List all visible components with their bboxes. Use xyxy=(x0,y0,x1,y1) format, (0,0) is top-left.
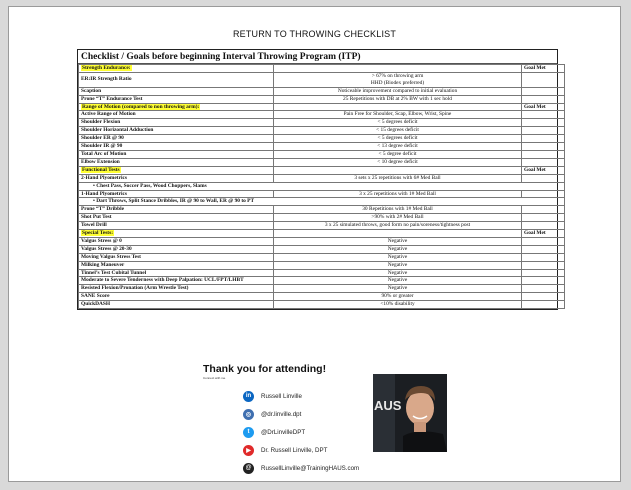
goal-met-cell xyxy=(522,111,565,119)
goal-met-cell xyxy=(522,285,565,293)
goal-met-cell xyxy=(522,293,565,301)
slide-title: RETURN TO THROWING CHECKLIST xyxy=(232,29,397,39)
test-name: Milking Maneuver xyxy=(79,261,274,269)
table-row xyxy=(79,253,565,261)
test-name: Scaption xyxy=(79,87,274,95)
goal-criteria: Negative xyxy=(274,261,522,269)
thank-you-title: Thank you for attending! xyxy=(203,363,327,375)
goal-met-cell xyxy=(522,206,565,214)
contact-text: RussellLinville@TrainingHAUS.com xyxy=(261,464,360,472)
goal-criteria: 90% or greater xyxy=(274,293,522,301)
goal-met-cell xyxy=(522,261,565,269)
section-heading: Range of Motion (compared to non throwing arm): xyxy=(82,103,200,110)
goal-criteria: < 5 degrees deficit xyxy=(274,119,522,127)
goal-criteria: Noticeable improvement compared to initial evaluation xyxy=(274,87,522,95)
goal-met-cell xyxy=(522,143,565,151)
section-row xyxy=(79,166,565,174)
test-name: 1-Hand Plyometrics xyxy=(79,190,274,198)
table-row xyxy=(79,285,565,293)
test-name: Moderate to Severe Tenderness with Deep Palpation: UCL/FPT/LHBT xyxy=(79,277,274,285)
goal-met-cell xyxy=(522,253,565,261)
goal-criteria: Negative xyxy=(274,277,522,285)
contact-text: Dr. Russell Linville, DPT xyxy=(261,446,328,454)
table-row xyxy=(79,127,565,135)
goal-met-cell xyxy=(522,269,565,277)
table-row xyxy=(79,269,565,277)
goal-criteria: Negative xyxy=(274,245,522,253)
section-heading: Special Tests: xyxy=(82,230,114,237)
goal-criteria xyxy=(274,65,522,73)
test-name: Prone “T” Dribble xyxy=(79,206,274,214)
goal-met-cell xyxy=(522,301,565,309)
test-name: SANE Score xyxy=(79,293,274,301)
contact-item xyxy=(243,462,359,474)
table-row xyxy=(79,198,565,206)
goal-criteria: 25 Repetitions with DB at 2% BW with 1 sec hold xyxy=(274,95,522,103)
bullet-item: • Chest Pass, Soccer Pass, Wood Choppers, Slams xyxy=(79,182,565,190)
goal-met-cell xyxy=(522,87,565,95)
table-row xyxy=(79,222,565,230)
contact-text: @DrLinvilleDPT xyxy=(261,428,306,436)
goal-met-cell xyxy=(522,150,565,158)
table-row xyxy=(79,261,565,269)
goal-met-cell xyxy=(522,222,565,230)
test-name: Shoulder Horizontal Adduction xyxy=(79,127,274,135)
connect-label: Connect with me xyxy=(203,376,226,380)
goal-met-cell xyxy=(522,237,565,245)
contact-item xyxy=(243,444,327,456)
checklist-table xyxy=(78,64,565,309)
test-name: Elbow Extension xyxy=(79,158,274,166)
speaker-photo xyxy=(373,374,447,452)
section-row xyxy=(79,103,565,111)
goal-met-cell xyxy=(522,127,565,135)
test-name: Shot Put Test xyxy=(79,214,274,222)
contact-item xyxy=(243,408,301,420)
email-icon: @ xyxy=(243,463,254,474)
contact-text: @dr.linville.dpt xyxy=(261,410,302,418)
test-name: Towel Drill xyxy=(79,222,274,230)
goal-criteria-line: HHD (Biodex preferred) xyxy=(370,79,425,86)
goal-met-cell xyxy=(522,190,565,198)
table-row xyxy=(79,87,565,95)
goal-criteria: < 10 degree deficit xyxy=(274,158,522,166)
goal-criteria: <10% disability xyxy=(274,301,522,309)
photo-sign-text: AUS xyxy=(374,398,402,413)
section-cell xyxy=(79,65,274,73)
goal-criteria-line: > 67% on throwing arm xyxy=(371,72,424,79)
test-name: 2-Hand Plyometrics xyxy=(79,174,274,182)
test-name: ER:IR Strength Ratio xyxy=(79,72,274,87)
section-cell xyxy=(79,103,274,111)
youtube-icon: ▶ xyxy=(243,445,254,456)
goal-criteria: Pain Free for Shoulder, Scap, Elbow, Wrist, Spine xyxy=(274,111,522,119)
test-name: Shoulder Flexion xyxy=(79,119,274,127)
table-row xyxy=(79,277,565,285)
goal-met-cell xyxy=(522,95,565,103)
goal-criteria: 3 x 25 repetitions with 1# Med Ball xyxy=(274,190,522,198)
goal-criteria: Negative xyxy=(274,285,522,293)
table-row xyxy=(79,143,565,151)
goal-met-cell xyxy=(522,135,565,143)
goal-criteria: < 5 degrees deficit xyxy=(274,135,522,143)
test-name: Shoulder ER @ 90 xyxy=(79,135,274,143)
goal-criteria: Negative xyxy=(274,253,522,261)
table-row xyxy=(79,72,565,87)
goal-criteria: < 15 degrees deficit xyxy=(274,127,522,135)
goal-met-cell xyxy=(522,72,565,87)
goal-met-cell xyxy=(522,174,565,182)
table-row xyxy=(79,95,565,103)
goal-criteria: Negative xyxy=(274,269,522,277)
table-row xyxy=(79,119,565,127)
twitter-icon: t xyxy=(243,427,254,438)
goal-criteria xyxy=(274,166,522,174)
table-row xyxy=(79,135,565,143)
goal-criteria: < 13 degree deficit xyxy=(274,143,522,151)
test-name: Tinnel’s Test Cubital Tunnel xyxy=(79,269,274,277)
test-name: Shoulder IR @ 90 xyxy=(79,143,274,151)
contact-item xyxy=(243,426,305,438)
table-row xyxy=(79,245,565,253)
test-name: Total Arc of Motion xyxy=(79,150,274,158)
goal-met-cell xyxy=(522,214,565,222)
goal-criteria xyxy=(274,230,522,238)
linkedin-icon: in xyxy=(243,391,254,402)
test-name: Moving Valgus Stress Test xyxy=(79,253,274,261)
section-heading: Strength Endurance: xyxy=(82,65,131,71)
goal-criteria: 30 Repetitions with 1# Med Ball xyxy=(274,206,522,214)
test-name: QuickDASH xyxy=(79,301,274,309)
goal-met-header: Goal Met xyxy=(522,230,565,238)
goal-criteria: >90% with 2# Med Ball xyxy=(274,214,522,222)
goal-criteria xyxy=(274,103,522,111)
table-row xyxy=(79,174,565,182)
contact-text: Russell Linville xyxy=(261,392,302,400)
table-row xyxy=(79,293,565,301)
table-row xyxy=(79,206,565,214)
goal-criteria: Negative xyxy=(274,237,522,245)
goal-met-cell xyxy=(522,119,565,127)
table-row xyxy=(79,190,565,198)
table-row xyxy=(79,150,565,158)
table-row xyxy=(79,214,565,222)
table-row xyxy=(79,111,565,119)
test-name: Valgus Stress @ 0 xyxy=(79,237,274,245)
goal-met-header: Goal Met xyxy=(522,166,565,174)
goal-met-header: Goal Met xyxy=(522,65,565,73)
goal-met-cell xyxy=(522,277,565,285)
test-name: Resisted Flexion/Pronation (Arm Wrestle Test) xyxy=(79,285,274,293)
section-row xyxy=(79,230,565,238)
slide xyxy=(8,6,621,482)
section-row xyxy=(79,65,565,73)
test-name: Active Range of Motion xyxy=(79,111,274,119)
goal-criteria: 3 x 25 simulated throws, good form no pain/soreness/tightness post xyxy=(274,222,522,230)
goal-met-header: Goal Met xyxy=(522,103,565,111)
section-heading: Functional Tests xyxy=(82,166,120,173)
section-cell xyxy=(79,230,274,238)
test-name: Prone “T” Endurance Test xyxy=(79,95,274,103)
goal-criteria xyxy=(274,72,522,87)
goal-criteria: < 5 degree deficit xyxy=(274,150,522,158)
table-row xyxy=(79,237,565,245)
instagram-icon: ◎ xyxy=(243,409,254,420)
bullet-item: • Dart Throws, Split Stance Dribbles, IR @ 90 to Wall, ER @ 90 to PT xyxy=(79,198,565,206)
checklist-image xyxy=(77,49,558,310)
contact-item xyxy=(243,390,302,402)
checklist-heading: Checklist / Goals before beginning Interval Throwing Program (ITP) xyxy=(78,50,557,64)
table-row xyxy=(79,301,565,309)
goal-met-cell xyxy=(522,158,565,166)
goal-criteria: 3 sets x 25 repetitions with 6# Med Ball xyxy=(274,174,522,182)
table-row xyxy=(79,158,565,166)
section-cell xyxy=(79,166,274,174)
test-name: Valgus Stress @ 20-30 xyxy=(79,245,274,253)
table-row xyxy=(79,182,565,190)
goal-met-cell xyxy=(522,245,565,253)
